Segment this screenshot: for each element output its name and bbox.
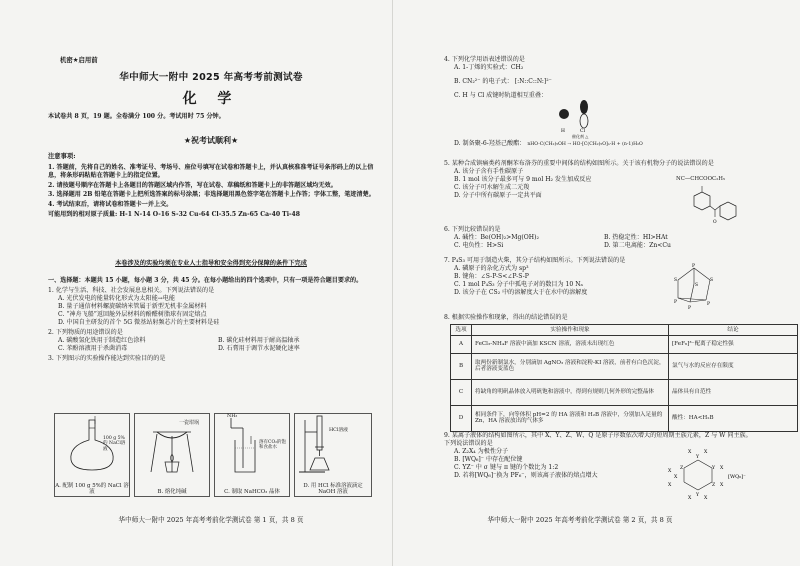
question-6-stem: 6. 下列比较错误的是	[444, 226, 501, 233]
table-cell: D	[451, 405, 472, 431]
option-4d-text: D. 制备聚-6-羟基己酸酯：	[454, 140, 526, 147]
orbital-cl-label: Cl	[580, 129, 585, 134]
atom-p-bottom: P	[688, 306, 692, 310]
question-6	[444, 226, 756, 250]
figure-c-gas-label: NH₃	[227, 414, 238, 419]
orbital-overlap-icon	[550, 96, 610, 134]
option-5b: B. 1 mol 该分子最多可与 9 mol H₂ 发生加成反应	[454, 176, 592, 184]
q5-molecule-label: NC—CHCOOC₂H₅	[676, 176, 726, 182]
figure-d-caption: D. 用 HCl 标准溶液滴定 NaOH 溶液	[303, 482, 363, 496]
option-7a: A. 磷原子的杂化方式为 sp³	[454, 265, 529, 273]
option-2a: A. 碳酸氢化铁用于制造红色涂料	[58, 337, 146, 345]
table-header: 结论	[669, 325, 798, 336]
notice-title: 注意事项:	[48, 153, 76, 160]
atom-x: X	[688, 496, 692, 500]
figure-c-caption: C. 制取 NaHCO₃ 晶体	[224, 489, 280, 496]
atom-s-left: S	[674, 278, 678, 283]
table-cell: FeCl₃-NH₄F 溶液中滴加 KSCN 溶液，溶液未出现红色	[472, 335, 669, 353]
safety-note: 本卷涉及的实验均须在专业人士指导和安全得到充分保障的条件下完成	[115, 260, 307, 267]
option-4a: A. 1-丁烯的实验式：CH₂	[454, 64, 524, 72]
figure-d-label: HCl溶液	[329, 428, 348, 433]
option-4b-text: B. CN₂²⁻ 的电子式：	[454, 78, 513, 86]
option-1c: C. “神舟飞船”返回舱外层材料的酚醛树脂球有固定熔点	[58, 311, 207, 319]
question-3-figures	[54, 413, 372, 497]
table-cell: 相同条件下，向等体积 pH=2 的 HA 溶液和 H₂B 溶液中，分别加入足量的 Zn，HA 溶液放出的气体多	[472, 405, 669, 431]
option-5d: D. 分子中所有碳原子一定共平面	[454, 192, 542, 200]
atom-s-right: S	[710, 278, 714, 283]
atom-s-mid: S	[695, 283, 699, 288]
section-1	[48, 277, 382, 365]
section-1-heading: 一、选择题：本题共 15 小题，每小题 3 分，共 45 分。在每小题给出的四个选项中，只有一项是符合题目要求的。	[48, 277, 363, 284]
p4s3-structure-icon	[664, 262, 724, 310]
option-6d: D. 第二电离能：Zn<Cu	[604, 242, 671, 250]
option-1d: D. 中国自主研发的首个 5G 微基站射频芯片的主要材料是硅	[58, 319, 220, 327]
slogan: ★祝考试顺利★	[183, 136, 239, 145]
atom-y: Y	[712, 466, 716, 471]
option-4c: C. H 与 Cl 成键时轨道相互重叠：	[454, 92, 548, 100]
anion-label: [WQ₆]⁻	[728, 474, 746, 480]
secret-mark: 机密★启用前	[60, 56, 98, 64]
option-2d: D. 石膏用于调节水泥硬化速率	[218, 345, 300, 353]
atom-x: X	[704, 496, 708, 500]
option-5c: C. 该分子可水解生成二元羧	[454, 184, 530, 192]
atom-y: Y	[696, 455, 700, 460]
atom-x: X	[720, 466, 724, 471]
question-4-stem: 4. 下列化学用语表述错误的是	[444, 56, 525, 63]
table-cell: [FeF₆]³⁻配离子稳定性强	[669, 335, 798, 353]
question-2	[48, 329, 382, 353]
exam-title: 华中师大一附中 2025 年高考考前测试卷	[119, 72, 303, 83]
atom-y: Y	[696, 493, 700, 498]
atom-x: X	[688, 450, 692, 455]
atom-x: X	[674, 475, 678, 480]
notice-item: 1. 答题前，先将自己的姓名、准考证号、考场号、座位号填写在试卷和答题卡上，并认真核准准考证号条形码上的以上信息，将条形码粘贴在答题卡上的指定位置。	[48, 164, 374, 180]
table-cell: 酸性：HA<H₂B	[669, 405, 798, 431]
subject-title: 化 学	[182, 91, 240, 107]
table-header-row	[451, 325, 798, 336]
option-9c: C. YZ⁻ 中 σ 键与 π 键的个数比为 1:2	[454, 464, 559, 472]
question-3-stem: 3. 下列图示的实验操作能达到实验目的的是	[48, 355, 166, 363]
figure-b-label: 一瓷坩埚	[179, 420, 200, 426]
notice-item: 4. 考试结束后，请将试卷和答题卡一并上交。	[48, 200, 173, 208]
question-9-stem: 9. 某离子液体的结构如图所示，其中 X、Y、Z、W、Q 是原子序数依次增大的短周期主族元素，Z 与 W 同主族。下列说法错误的是	[444, 432, 752, 448]
page-2-footer: 华中师大一附中 2025 年高考考前化学测试卷 第 2 页，共 8 页	[487, 516, 673, 524]
figure-c	[214, 413, 290, 497]
question-4	[444, 56, 744, 100]
option-4d-condition: 催化剂 △	[572, 134, 589, 139]
question-1-stem: 1. 化学与生活、科技、社会发展息息相关。下列说法错误的是	[48, 287, 215, 295]
option-5a: A. 该分子含有手性碳原子	[454, 168, 524, 176]
atom-z: Z	[712, 483, 716, 488]
exam-info: 本试卷共 8 页，19 题。全卷满分 100 分。考试用时 75 分钟。	[48, 113, 225, 120]
question-2-stem: 2. 下列物质的用途错误的是	[48, 329, 123, 337]
page-fold-divider	[392, 0, 393, 566]
figure-a-label: 100 g 5%的 NaCl溶液	[103, 436, 126, 452]
option-2c: C. 苯酚溶液用于杀菌消毒	[58, 345, 128, 353]
question-8-table	[450, 324, 798, 432]
page-2	[402, 0, 758, 566]
notice-item: 2. 请按题号顺序在答题卡上各题目的答题区域内作答，写在试卷、草稿纸和答题卡上的非答题区域均无效。	[48, 181, 337, 189]
option-7d: D. 该分子在 CS₂ 中的溶解度大于在水中的溶解度	[454, 289, 588, 297]
option-4d-formula: nHO-C(CH₂)₅OH → HO-[C(CH₂)₅O]ₙ-H + (n-1)H₂O	[527, 142, 643, 147]
atomic-masses: 可能用到的相对原子质量: H-1 N-14 O-16 S-32 Cu-64 Cl-35.5 Zn-65 Ca-40 Ti-48	[48, 210, 301, 218]
option-6c: C. 电负性：H>Si	[454, 242, 504, 250]
figure-a	[54, 413, 130, 497]
option-6a: A. 碱性：Be(OH)₂>Mg(OH)₂	[454, 234, 539, 242]
table-header: 实验操作和现象	[472, 325, 669, 336]
option-7c: C. 1 mol P₄S₃ 分子中孤电子对的数目为 10 Nₐ	[454, 281, 583, 289]
table-cell: 晶体具有自范性	[669, 379, 798, 405]
table-header: 选项	[451, 325, 472, 336]
table-cell: 氯气与水的反应存在限度	[669, 353, 798, 379]
q5-molecule-icon	[680, 184, 750, 228]
atom-z: Z	[680, 466, 684, 471]
option-2b: B. 碳化硅材料用于耐高温轴承	[218, 337, 300, 345]
question-8-stem: 8. 根据实验操作和现象，得出的结论错误的是	[444, 314, 568, 321]
option-1b: B. 量子通信材料螺旋碳纳米管属于新型无机非金属材料	[58, 303, 207, 311]
option-9a: A. Z₂X₄ 为极性分子	[454, 448, 509, 456]
table-cell: C	[451, 379, 472, 405]
option-9b: B. [WQ₆]⁻ 中存在配位键	[454, 456, 523, 464]
table-row	[451, 335, 798, 353]
notice-list	[48, 164, 378, 220]
table-row	[451, 353, 798, 379]
notice-item: 3. 选择题用 2B 铅笔在答题卡上把所选答案的标号涂黑；非选择题用黑色签字笔在答题卡上作答；字体工整，笔迹清楚。	[48, 191, 375, 199]
table-cell: 取两份新制氯水，分别滴加 AgNO₃ 溶液和淀粉-KI 溶液，前者有白色沉淀，后者溶液变蓝色	[472, 353, 669, 379]
option-4b-formula: [:N::C::N:]²⁻	[514, 78, 552, 86]
option-1a: A. 光伏发电的能量转化形式为太阳能→电能	[58, 295, 175, 303]
table-cell: 将缺角的明矾晶体放入明矾饱和溶液中，得到有规则几何外形的完整晶体	[472, 379, 669, 405]
figure-d	[294, 413, 372, 497]
question-7-stem: 7. P₄S₃ 可用于制造火柴，其分子结构如图所示。下列说法错误的是	[444, 257, 626, 264]
experiment-table	[450, 324, 798, 432]
page-1-footer: 华中师大一附中 2025 年高考考前化学测试卷 第 1 页，共 8 页	[118, 516, 304, 524]
orbital-h-label: H	[561, 129, 565, 134]
option-7b: B. 键角：∠S-P-S<∠P-S-P	[454, 273, 529, 281]
question-5-stem: 5. 某种合成镇痛类药剂酮苯布洛芬的重要中间体的结构如图所示。关于该有机物分子的说法错误的是	[444, 160, 714, 167]
table-row	[451, 405, 798, 431]
option-9d: D. 若将[WQ₆]⁻换为 PF₆⁻，则该离子液体的熔点增大	[454, 472, 598, 480]
option-6b: B. 热稳定性：HI>HAt	[604, 234, 668, 242]
figure-b-caption: B. 熔化纯碱	[157, 489, 187, 496]
atom-p-top: P	[692, 264, 696, 269]
question-1	[48, 287, 382, 327]
ionic-liquid-structure-icon	[664, 448, 756, 500]
figure-b	[134, 413, 210, 497]
page-1	[40, 0, 382, 566]
figure-c-label: 溶有CO₂的饱和食盐水	[259, 440, 286, 451]
atom-p-right: P	[707, 302, 711, 307]
table-cell: A	[451, 335, 472, 353]
table-row	[451, 379, 798, 405]
q5-carbonyl-o: O	[713, 220, 717, 225]
atom-x: X	[720, 483, 724, 488]
figure-a-caption: A. 配制 100 g 5%的 NaCl 溶液	[55, 482, 129, 496]
table-cell: B	[451, 353, 472, 379]
option-4b	[444, 78, 744, 86]
atom-x: X	[668, 483, 672, 488]
titration-burette-icon	[295, 414, 371, 476]
option-4d	[454, 134, 754, 148]
atom-p-left: P	[674, 300, 678, 305]
atom-x: X	[704, 450, 708, 455]
atom-x: X	[668, 469, 672, 474]
